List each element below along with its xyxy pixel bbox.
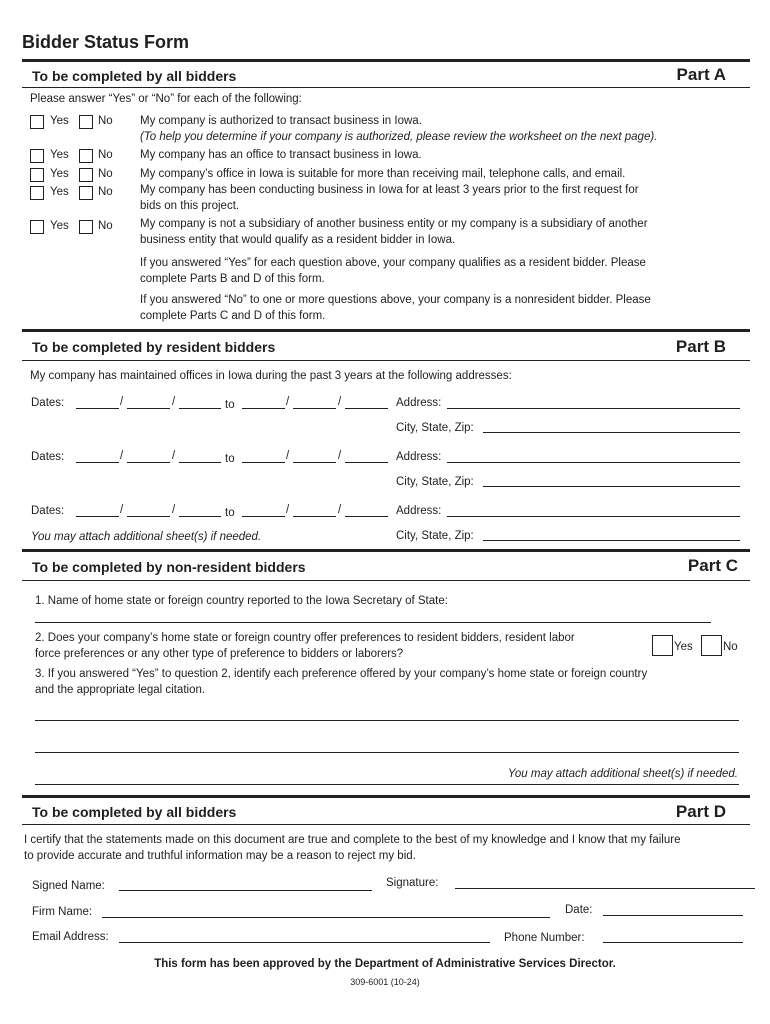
from-day-field[interactable] <box>127 408 170 409</box>
address-label: Address: <box>396 451 442 463</box>
slash: / <box>120 450 124 462</box>
if-no-line2: complete Parts C and D of this form. <box>140 310 326 322</box>
preference-line-1[interactable] <box>35 720 739 721</box>
city-state-zip-field[interactable] <box>483 486 740 487</box>
part-c-attach-note: You may attach additional sheet(s) if needed. <box>507 768 738 780</box>
part-b-top-rule <box>22 329 750 332</box>
q2-yes-checkbox[interactable] <box>652 635 673 656</box>
if-no-line1: If you answered “No” to one or more questions above, your company is a nonresident bidder. Please <box>140 294 651 306</box>
part-a-bottom-rule <box>22 87 750 88</box>
dates-label: Dates: <box>31 505 65 517</box>
from-year-field[interactable] <box>179 516 221 517</box>
address-field[interactable] <box>447 516 740 517</box>
part-b-attach-note: You may attach additional sheet(s) if needed. <box>31 531 262 543</box>
slash: / <box>172 450 176 462</box>
to-month-field[interactable] <box>242 516 285 517</box>
from-year-field[interactable] <box>179 408 221 409</box>
part-b-label: Part B <box>675 337 726 356</box>
part-a-label: Part A <box>676 65 726 84</box>
slash: / <box>338 450 342 462</box>
q1-yes-label: Yes <box>50 115 69 127</box>
q1-note: (To help you determine if your company is authorized, please review the worksheet on the next page). <box>140 131 658 143</box>
part-b-intro: My company has maintained offices in Iowa during the past 3 years at the following addresses: <box>30 370 512 382</box>
part-d-label: Part D <box>675 802 726 821</box>
to-label: to <box>225 453 235 465</box>
email-field[interactable] <box>119 942 490 943</box>
part-c-section-title: To be completed by non-resident bidders <box>32 559 306 575</box>
city-state-zip-label: City, State, Zip: <box>396 476 474 488</box>
q5-yes-label: Yes <box>50 220 69 232</box>
address-field[interactable] <box>447 462 740 463</box>
q3-no-label: No <box>98 168 113 180</box>
part-c-label: Part C <box>687 556 738 575</box>
q2-yes-label: Yes <box>674 641 693 653</box>
q1-no-label: No <box>98 115 113 127</box>
slash: / <box>120 396 124 408</box>
q5-no-checkbox[interactable] <box>79 220 93 234</box>
dates-label: Dates: <box>31 451 65 463</box>
to-day-field[interactable] <box>293 462 336 463</box>
part-c-bottom-rule <box>22 580 750 581</box>
address-label: Address: <box>396 505 442 517</box>
part-d-section-title: To be completed by all bidders <box>32 804 237 820</box>
to-year-field[interactable] <box>345 516 388 517</box>
if-yes-line1: If you answered “Yes” for each question above, your company qualifies as a resident bidder. Please <box>140 257 646 269</box>
q2-text: My company has an office to transact business in Iowa. <box>140 149 422 161</box>
from-month-field[interactable] <box>76 462 119 463</box>
city-state-zip-field[interactable] <box>483 432 740 433</box>
to-day-field[interactable] <box>293 408 336 409</box>
to-month-field[interactable] <box>242 462 285 463</box>
q2-no-label: No <box>723 641 738 653</box>
address-label: Address: <box>396 397 442 409</box>
slash: / <box>120 504 124 516</box>
q1-yes-checkbox[interactable] <box>30 115 44 129</box>
q1-no-checkbox[interactable] <box>79 115 93 129</box>
part-c-q2-line2: force preferences or any other type of preference to bidders or laborers? <box>35 648 404 660</box>
part-d-top-rule <box>22 795 750 798</box>
form-number: 309-6001 (10-24) <box>350 977 420 987</box>
date-label: Date: <box>565 904 593 916</box>
preference-line-2[interactable] <box>35 752 739 753</box>
slash: / <box>172 396 176 408</box>
q5-text: My company is not a subsidiary of another business entity or my company is a subsidiary of another <box>140 218 648 230</box>
to-day-field[interactable] <box>293 516 336 517</box>
from-day-field[interactable] <box>127 462 170 463</box>
form-title: Bidder Status Form <box>22 32 190 52</box>
part-c-q3-line2: and the appropriate legal citation. <box>35 684 206 696</box>
slash: / <box>286 396 290 408</box>
q2-yes-checkbox[interactable] <box>30 149 44 163</box>
part-a-top-rule <box>22 59 750 62</box>
q3-yes-checkbox[interactable] <box>30 168 44 182</box>
q3-yes-label: Yes <box>50 168 69 180</box>
q5-text-cont: business entity that would qualify as a resident bidder in Iowa. <box>140 234 456 246</box>
city-state-zip-label: City, State, Zip: <box>396 530 474 542</box>
firm-name-field[interactable] <box>102 917 550 918</box>
part-a-instruction: Please answer “Yes” or “No” for each of the following: <box>30 93 302 105</box>
if-yes-line2: complete Parts B and D of this form. <box>140 273 325 285</box>
phone-field[interactable] <box>603 942 743 943</box>
q4-text-cont: bids on this project. <box>140 200 240 212</box>
signed-name-field[interactable] <box>119 890 372 891</box>
q5-no-label: No <box>98 220 113 232</box>
part-c-q3-line1: 3. If you answered “Yes” to question 2, identify each preference offered by your company’s home state or foreign country <box>35 668 648 680</box>
from-month-field[interactable] <box>76 516 119 517</box>
q2-no-checkbox[interactable] <box>79 149 93 163</box>
to-label: to <box>225 399 235 411</box>
slash: / <box>286 504 290 516</box>
q2-no-checkbox[interactable] <box>701 635 722 656</box>
part-d-bottom-rule <box>22 824 750 825</box>
city-state-zip-field[interactable] <box>483 540 740 541</box>
slash: / <box>172 504 176 516</box>
q2-no-label: No <box>98 149 113 161</box>
slash: / <box>338 504 342 516</box>
signature-label: Signature: <box>386 877 439 889</box>
q4-no-checkbox[interactable] <box>79 186 93 200</box>
to-year-field[interactable] <box>345 462 388 463</box>
dates-label: Dates: <box>31 397 65 409</box>
signed-name-label: Signed Name: <box>32 880 105 892</box>
preference-line-3[interactable] <box>35 784 739 785</box>
q4-no-label: No <box>98 186 113 198</box>
part-c-q2-line1: 2. Does your company’s home state or foreign country offer preferences to resident bidders, resident labor <box>35 632 575 644</box>
q3-no-checkbox[interactable] <box>79 168 93 182</box>
part-b-bottom-rule <box>22 360 750 361</box>
to-label: to <box>225 507 235 519</box>
q4-yes-checkbox[interactable] <box>30 186 44 200</box>
part-b-section-title: To be completed by resident bidders <box>32 339 276 355</box>
part-c-top-rule <box>22 549 750 552</box>
from-month-field[interactable] <box>76 408 119 409</box>
q4-text: My company has been conducting business in Iowa for at least 3 years prior to the first request for <box>140 184 639 196</box>
q1-text: My company is authorized to transact business in Iowa. <box>140 115 422 127</box>
slash: / <box>338 396 342 408</box>
firm-name-label: Firm Name: <box>32 906 93 918</box>
signature-field[interactable] <box>455 888 755 889</box>
home-state-field[interactable] <box>35 622 711 623</box>
certify-line2: to provide accurate and truthful information may be a reason to reject my bid. <box>24 850 416 862</box>
certify-line1: I certify that the statements made on this document are true and complete to the best of my knowledge and I know that my failure <box>24 834 681 846</box>
to-year-field[interactable] <box>345 408 388 409</box>
date-field[interactable] <box>603 915 743 916</box>
approval-note: This form has been approved by the Department of Administrative Services Director. <box>154 958 616 970</box>
q3-text: My company’s office in Iowa is suitable for more than receiving mail, telephone calls, and email. <box>140 168 626 180</box>
part-c-q1: 1. Name of home state or foreign country reported to the Iowa Secretary of State: <box>35 595 448 607</box>
from-day-field[interactable] <box>127 516 170 517</box>
phone-label: Phone Number: <box>504 932 585 944</box>
q5-yes-checkbox[interactable] <box>30 220 44 234</box>
address-field[interactable] <box>447 408 740 409</box>
to-month-field[interactable] <box>242 408 285 409</box>
part-a-section-title: To be completed by all bidders <box>32 68 237 84</box>
email-label: Email Address: <box>32 931 109 943</box>
q4-yes-label: Yes <box>50 186 69 198</box>
from-year-field[interactable] <box>179 462 221 463</box>
slash: / <box>286 450 290 462</box>
q2-yes-label: Yes <box>50 149 69 161</box>
city-state-zip-label: City, State, Zip: <box>396 422 474 434</box>
